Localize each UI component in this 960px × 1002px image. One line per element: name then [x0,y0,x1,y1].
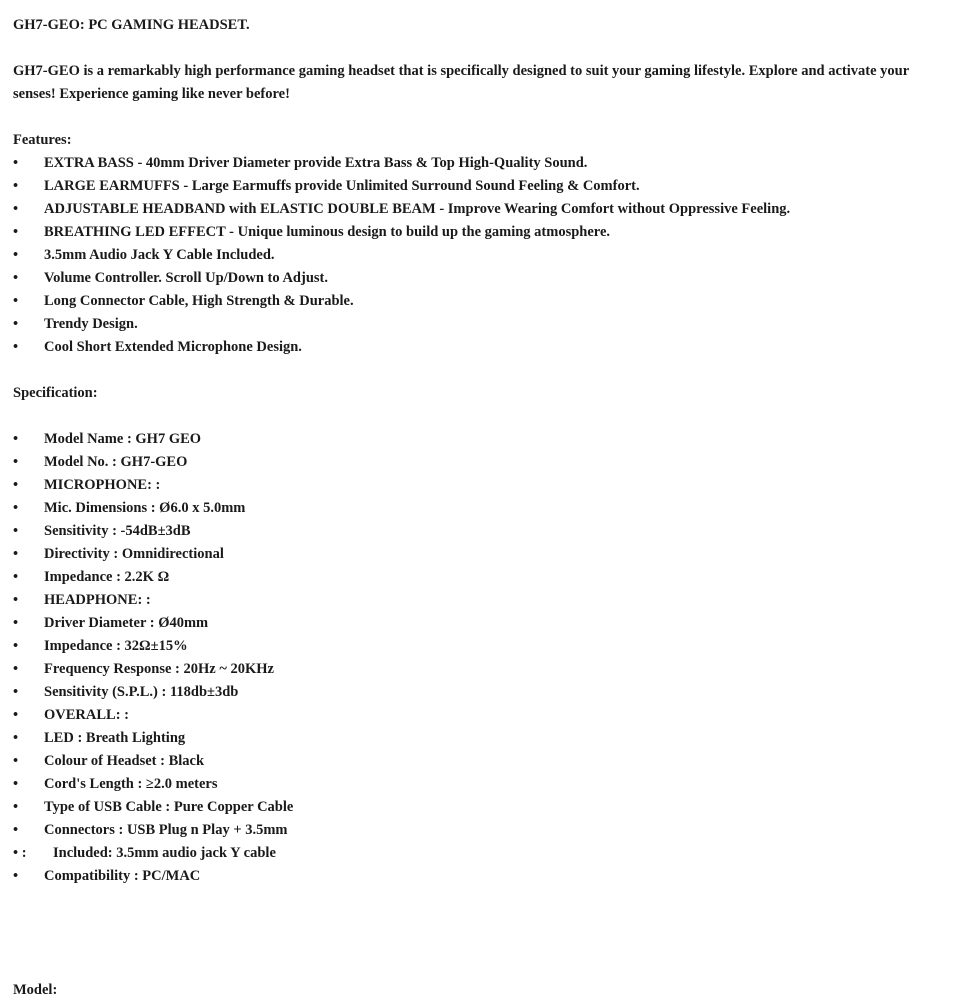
page-title: GH7-GEO: PC GAMING HEADSET. [13,17,250,33]
list-item [13,428,943,451]
list-item-text: MICROPHONE: : [44,477,161,493]
list-item [13,543,943,566]
list-item-text: 3.5mm Audio Jack Y Cable Included. [44,247,275,263]
bullet-marker: • [13,155,19,171]
bullet-marker: • [13,316,19,332]
bullet-marker: • [13,270,19,286]
list-item [13,244,943,267]
list-item-text: Trendy Design. [44,316,138,332]
list-item [13,750,943,773]
bullet-marker: • [13,339,19,355]
specification-list-tail [13,842,943,888]
list-item [13,773,943,796]
list-item [13,198,943,221]
bullet-marker: • [13,201,19,217]
list-item-text: LARGE EARMUFFS - Large Earmuffs provide Unlimited Surround Sound Feeling & Comfort. [44,178,640,194]
spacer [13,359,943,382]
list-item-text: Type of USB Cable : Pure Copper Cable [44,799,294,815]
list-item-text: Sensitivity (S.P.L.) : 118db±3db [44,684,239,700]
list-item [13,865,943,888]
list-item [13,681,943,704]
list-item-text: HEADPHONE: : [44,592,151,608]
list-item [13,451,943,474]
bullet-marker: • [13,546,19,562]
bullet-marker: • [13,799,19,815]
list-item [13,566,943,589]
list-item-text: Long Connector Cable, High Strength & Durable. [44,293,354,309]
list-item-text: Driver Diameter : Ø40mm [44,615,209,631]
list-item [13,290,943,313]
bullet-marker: • [13,431,19,447]
list-item-text: ADJUSTABLE HEADBAND with ELASTIC DOUBLE BEAM - Improve Wearing Comfort without Oppressive Feeling. [44,201,791,217]
list-item-text: Cord's Length : ≥2.0 meters [44,776,218,792]
list-item [13,727,943,750]
product-description [13,14,943,888]
list-item [13,474,943,497]
intro-paragraph: GH7-GEO is a remarkably high performance gaming headset that is specifically designed to suit your gaming lifestyle. Explore and activate your senses! Experience gaming like never before! [13,63,909,102]
bullet-marker: • [13,178,19,194]
features-heading: Features: [13,132,72,148]
list-item-text: OVERALL: : [44,707,129,723]
specification-list [13,428,943,842]
bullet-marker: • [13,247,19,263]
list-item [13,842,943,865]
list-item [13,497,943,520]
bullet-marker: • [13,523,19,539]
bullet-marker: • [13,638,19,654]
list-item-text: Mic. Dimensions : Ø6.0 x 5.0mm [44,500,246,516]
list-item-text: Impedance : 32Ω±15% [44,638,188,654]
list-item [13,313,943,336]
bullet-marker: • [13,615,19,631]
model-heading: Model: [13,982,58,998]
list-item [13,520,943,543]
features-list [13,152,943,359]
list-item-text: Sensitivity : -54dB±3dB [44,523,191,539]
bullet-marker: • : [13,845,27,861]
bullet-marker: • [13,500,19,516]
bullet-marker: • [13,776,19,792]
bullet-marker: • [13,477,19,493]
list-item [13,819,943,842]
list-item-text: Frequency Response : 20Hz ~ 20KHz [44,661,274,677]
list-item [13,658,943,681]
list-item-text: Impedance : 2.2K Ω [44,569,170,585]
list-item [13,175,943,198]
specification-heading: Specification: [13,385,98,401]
list-item-text: Compatibility : PC/MAC [44,868,201,884]
list-item [13,267,943,290]
bullet-marker: • [13,868,19,884]
bullet-marker: • [13,822,19,838]
bullet-marker: • [13,454,19,470]
list-item-text: Included: 3.5mm audio jack Y cable [53,845,276,861]
list-item-text: Directivity : Omnidirectional [44,546,224,562]
bullet-marker: • [13,569,19,585]
list-item [13,704,943,727]
list-item [13,635,943,658]
list-item [13,336,943,359]
bullet-marker: • [13,730,19,746]
list-item-text: Model No. : GH7-GEO [44,454,188,470]
spacer [13,37,943,60]
list-item-text: Cool Short Extended Microphone Design. [44,339,302,355]
list-item [13,152,943,175]
bullet-marker: • [13,661,19,677]
list-item-text: LED : Breath Lighting [44,730,186,746]
bullet-marker: • [13,592,19,608]
bullet-marker: • [13,293,19,309]
list-item-text: Connectors : USB Plug n Play + 3.5mm [44,822,288,838]
list-item-text: Volume Controller. Scroll Up/Down to Adjust. [44,270,328,286]
spacer [13,405,943,428]
list-item [13,221,943,244]
bullet-marker: • [13,753,19,769]
list-item [13,589,943,612]
list-item-text: Colour of Headset : Black [44,753,205,769]
list-item-text: EXTRA BASS - 40mm Driver Diameter provide Extra Bass & Top High-Quality Sound. [44,155,588,171]
bullet-marker: • [13,224,19,240]
list-item-text: BREATHING LED EFFECT - Unique luminous design to build up the gaming atmosphere. [44,224,611,240]
list-item [13,796,943,819]
list-item [13,612,943,635]
spacer [13,106,943,129]
bullet-marker: • [13,707,19,723]
bullet-marker: • [13,684,19,700]
list-item-text: Model Name : GH7 GEO [44,431,202,447]
